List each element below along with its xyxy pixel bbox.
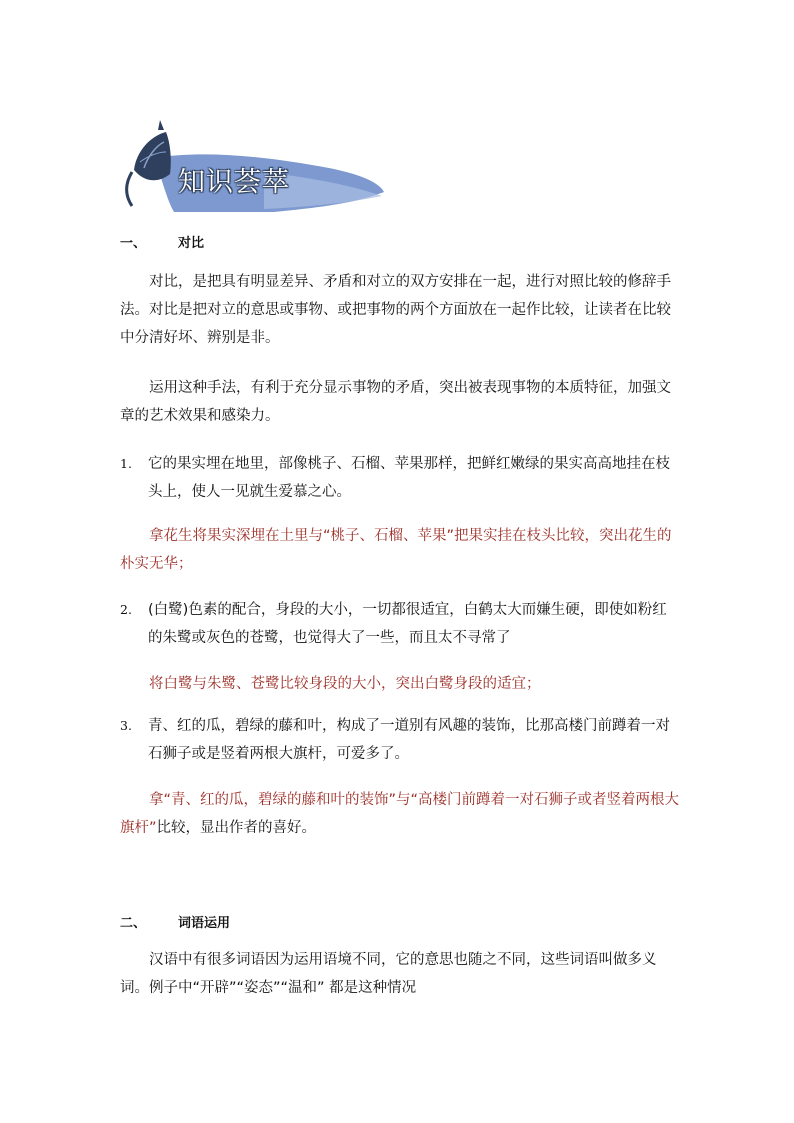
analysis-comparison: 拿“青、红的瓜，碧绿的藤和叶的装饰”与“高楼门前蹲着一对石狮子或者竖着两根大旗杆” (120, 792, 680, 836)
banner-title: 知识荟萃 (178, 167, 290, 198)
lotus-leaf-icon (127, 120, 171, 206)
paragraph-polysemy: 汉语中有很多词语因为运用语境不同，它的意思也随之不同，这些词语叫做多义词。例子中“开辟”“姿态”“温和” 都是这种情况 (120, 952, 657, 996)
section-number: 二、 (120, 916, 147, 931)
section-title: 词语运用 (178, 916, 231, 931)
example-analysis-2: 将白鹭与朱鹭、苍鹭比较身段的大小，突出白鹭身段的适宜； (149, 676, 541, 692)
example-text: 它的果实埋在地里，部像桃子、石榴、苹果那样，把鲜红嫩绿的果实高高地挂在枝头上，使人一见就生爱慕之心。 (148, 456, 670, 500)
paragraph-definition: 对比，是把具有明显差异、矛盾和对立的双方安排在一起，进行对照比较的修辞手法。对比是把对立的意思或事物、或把事物的两个方面放在一起作比较，让读者在比较中分清好坏、辨别是非。 (120, 274, 671, 346)
section-title: 对比 (178, 236, 205, 251)
example-number: 1. (120, 456, 132, 471)
example-analysis-3 (120, 786, 680, 842)
example-analysis-1: 拿花生将果实深埋在土里与“桃子、石榴、苹果”把果实挂在枝头比较，突出花生的朴实无华； (120, 528, 672, 572)
example-number: 2. (120, 602, 132, 617)
example-item-1 (120, 450, 680, 506)
example-text: 青、红的瓜，碧绿的藤和叶，构成了一道别有风趣的装饰，比那高楼门前蹲着一对石狮子或是竖着两根大旗杆，可爱多了。 (148, 718, 670, 762)
section-number: 一、 (120, 236, 147, 251)
analysis-conclusion: 比较，显出作者的喜好。 (156, 820, 317, 836)
example-item-3 (120, 712, 680, 768)
example-number: 3. (120, 718, 132, 733)
example-item-2 (120, 596, 680, 652)
paragraph-function: 运用这种手法，有利于充分显示事物的矛盾，突出被表现事物的本质特征，加强文章的艺术效果和感染力。 (120, 380, 671, 424)
example-text: (白鹭)色素的配合，身段的大小，一切都很适宜，白鹤太大而嫌生硬，即使如粉红的朱鹭或灰色的苍鹭，也觉得大了一些，而且太不寻常了 (148, 602, 667, 646)
